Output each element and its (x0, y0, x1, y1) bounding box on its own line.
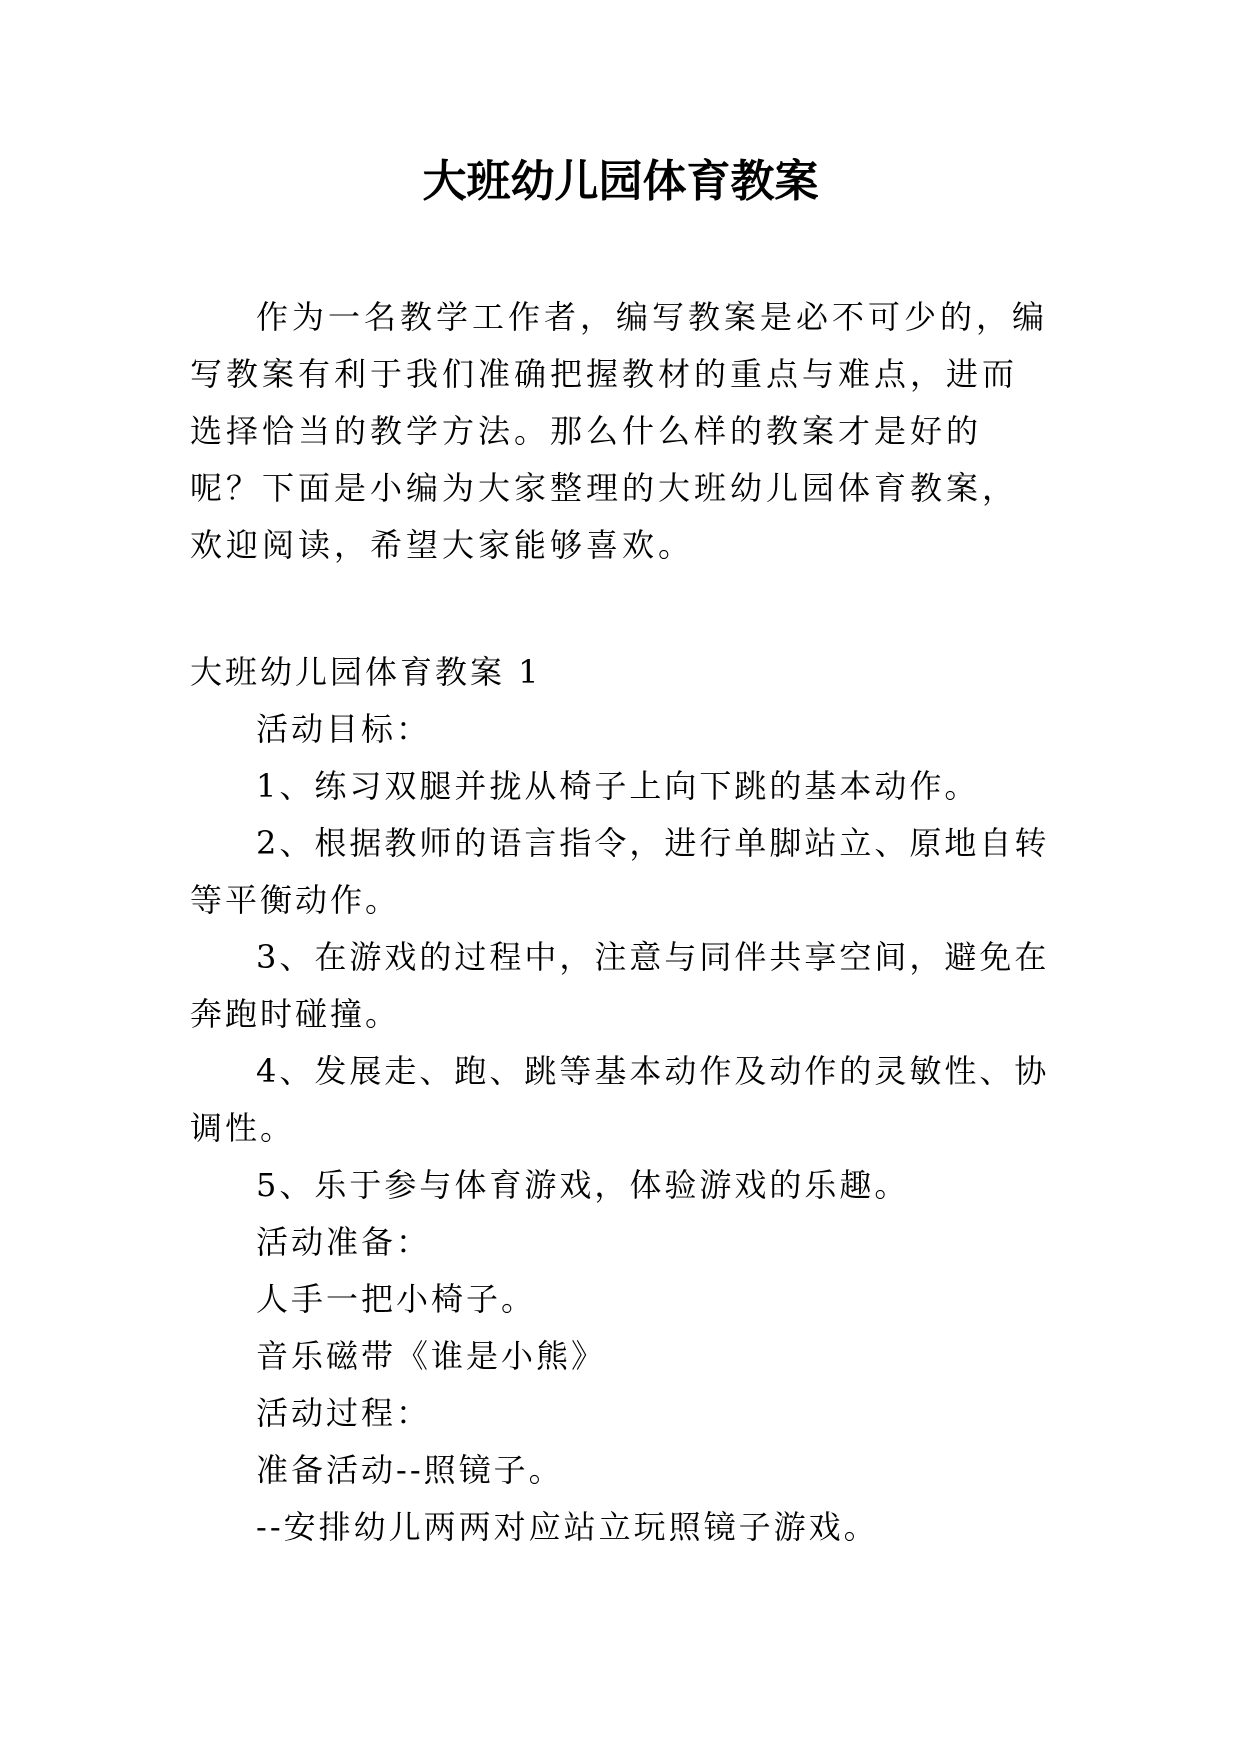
prep-item: 人手一把小椅子。 (256, 1280, 537, 1318)
goal-item: 5、乐于参与体育游戏，体验游戏的乐趣。 (256, 1166, 910, 1204)
goal-item: 2、根据教师的语言指令，进行单脚站立、原地自转等平衡动作。 (190, 824, 1050, 919)
process-item: 准备活动--照镜子。 (256, 1451, 564, 1489)
goal-item: 1、练习双腿并拢从椅子上向下跳的基本动作。 (256, 767, 980, 805)
intro-paragraph: 作为一名教学工作者，编写教案是必不可少的，编写教案有利于我们准确把握教材的重点与难点，进而选择恰当的教学方法。那么什么样的教案才是好的呢？下面是小编为大家整理的大班幼儿园体育教案，欢迎阅读，希望大家能够喜欢。 (190, 298, 1049, 564)
document-content (190, 644, 1050, 1556)
process-label: 活动过程： (256, 1394, 432, 1432)
goal-item: 4、发展走、跑、跳等基本动作及动作的灵敏性、协调性。 (190, 1052, 1050, 1147)
goals-label: 活动目标： (256, 710, 432, 748)
prep-item: 音乐磁带《谁是小熊》 (256, 1337, 607, 1375)
process-item: --安排幼儿两两对应站立玩照镜子游戏。 (256, 1508, 879, 1546)
prep-label: 活动准备： (256, 1223, 432, 1261)
section-heading: 大班幼儿园体育教案 1 (190, 653, 542, 691)
document-title: 大班幼儿园体育教案 (422, 156, 819, 207)
goal-item: 3、在游戏的过程中，注意与同伴共享空间，避免在奔跑时碰撞。 (190, 938, 1050, 1033)
